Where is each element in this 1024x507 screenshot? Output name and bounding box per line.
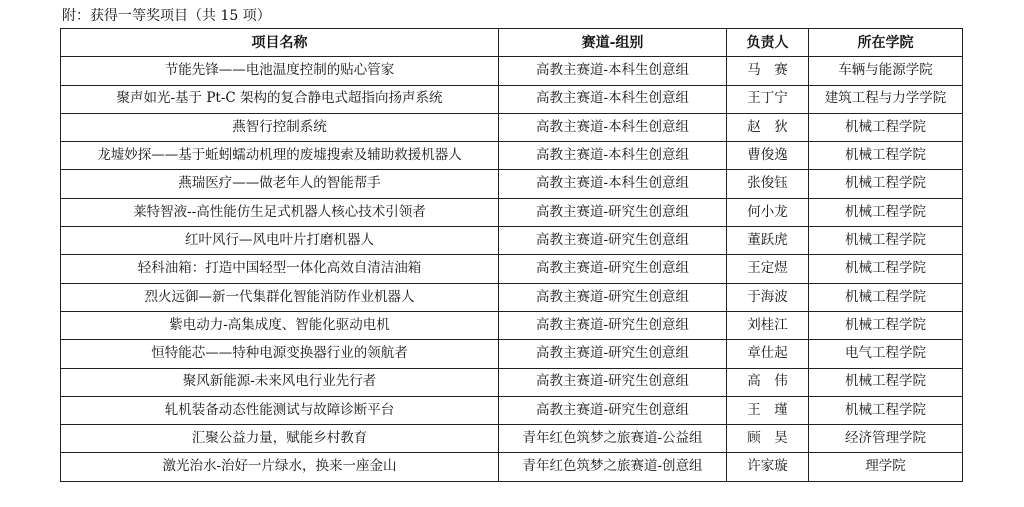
table-row bbox=[61, 142, 963, 170]
cell-college: 车辆与能源学院 bbox=[809, 57, 963, 85]
cell-leader: 马 赛 bbox=[727, 57, 809, 85]
cell-leader: 曹俊逸 bbox=[727, 142, 809, 170]
cell-college: 机械工程学院 bbox=[809, 255, 963, 283]
cell-project-name: 激光治水-治好一片绿水，换来一座金山 bbox=[61, 453, 499, 481]
cell-college: 机械工程学院 bbox=[809, 170, 963, 198]
cell-college: 经济管理学院 bbox=[809, 425, 963, 453]
cell-project-name: 聚声如光-基于 Pt-C 架构的复合静电式超指向扬声系统 bbox=[61, 85, 499, 113]
cell-track-group: 高教主赛道-本科生创意组 bbox=[499, 57, 727, 85]
header-track-group: 赛道-组别 bbox=[499, 29, 727, 57]
header-college: 所在学院 bbox=[809, 29, 963, 57]
table-row bbox=[61, 113, 963, 141]
cell-track-group: 高教主赛道-研究生创意组 bbox=[499, 283, 727, 311]
table-header-row bbox=[61, 29, 963, 57]
table-row bbox=[61, 57, 963, 85]
cell-track-group: 高教主赛道-研究生创意组 bbox=[499, 311, 727, 339]
cell-project-name: 汇聚公益力量，赋能乡村教育 bbox=[61, 425, 499, 453]
cell-leader: 于海波 bbox=[727, 283, 809, 311]
cell-college: 建筑工程与力学学院 bbox=[809, 85, 963, 113]
cell-track-group: 高教主赛道-本科生创意组 bbox=[499, 113, 727, 141]
cell-college: 机械工程学院 bbox=[809, 113, 963, 141]
cell-track-group: 高教主赛道-研究生创意组 bbox=[499, 255, 727, 283]
cell-leader: 刘桂江 bbox=[727, 311, 809, 339]
cell-track-group: 青年红色筑梦之旅赛道-公益组 bbox=[499, 425, 727, 453]
table-row bbox=[61, 425, 963, 453]
table-row bbox=[61, 396, 963, 424]
cell-college: 理学院 bbox=[809, 453, 963, 481]
cell-track-group: 高教主赛道-本科生创意组 bbox=[499, 170, 727, 198]
cell-project-name: 莱特智液--高性能仿生足式机器人核心技术引领者 bbox=[61, 198, 499, 226]
cell-leader: 王 瑾 bbox=[727, 396, 809, 424]
cell-college: 机械工程学院 bbox=[809, 227, 963, 255]
table-row bbox=[61, 170, 963, 198]
cell-college: 机械工程学院 bbox=[809, 311, 963, 339]
cell-project-name: 烈火远御—新一代集群化智能消防作业机器人 bbox=[61, 283, 499, 311]
table-row bbox=[61, 85, 963, 113]
cell-project-name: 恒特能芯——特种电源变换器行业的领航者 bbox=[61, 340, 499, 368]
cell-track-group: 高教主赛道-研究生创意组 bbox=[499, 396, 727, 424]
cell-leader: 许家璇 bbox=[727, 453, 809, 481]
cell-track-group: 高教主赛道-研究生创意组 bbox=[499, 227, 727, 255]
cell-project-name: 燕瑞医疗——做老年人的智能帮手 bbox=[61, 170, 499, 198]
cell-leader: 高 伟 bbox=[727, 368, 809, 396]
table-row bbox=[61, 311, 963, 339]
cell-college: 机械工程学院 bbox=[809, 198, 963, 226]
table-caption: 附：获得一等奖项目（共 15 项） bbox=[62, 8, 271, 24]
cell-project-name: 红叶风行—风电叶片打磨机器人 bbox=[61, 227, 499, 255]
cell-project-name: 燕智行控制系统 bbox=[61, 113, 499, 141]
header-leader: 负责人 bbox=[727, 29, 809, 57]
cell-college: 机械工程学院 bbox=[809, 142, 963, 170]
cell-leader: 王定煜 bbox=[727, 255, 809, 283]
table-row bbox=[61, 340, 963, 368]
cell-project-name: 节能先锋——电池温度控制的贴心管家 bbox=[61, 57, 499, 85]
cell-track-group: 高教主赛道-本科生创意组 bbox=[499, 85, 727, 113]
table-row bbox=[61, 453, 963, 481]
cell-track-group: 高教主赛道-研究生创意组 bbox=[499, 340, 727, 368]
cell-leader: 董跃虎 bbox=[727, 227, 809, 255]
cell-college: 机械工程学院 bbox=[809, 396, 963, 424]
cell-leader: 顾 昊 bbox=[727, 425, 809, 453]
cell-leader: 章仕起 bbox=[727, 340, 809, 368]
table-row bbox=[61, 368, 963, 396]
cell-leader: 何小龙 bbox=[727, 198, 809, 226]
cell-leader: 王丁宁 bbox=[727, 85, 809, 113]
cell-college: 机械工程学院 bbox=[809, 368, 963, 396]
cell-leader: 张俊钰 bbox=[727, 170, 809, 198]
cell-track-group: 高教主赛道-本科生创意组 bbox=[499, 142, 727, 170]
cell-track-group: 青年红色筑梦之旅赛道-创意组 bbox=[499, 453, 727, 481]
cell-track-group: 高教主赛道-研究生创意组 bbox=[499, 368, 727, 396]
cell-college: 电气工程学院 bbox=[809, 340, 963, 368]
cell-project-name: 紫电动力-高集成度、智能化驱动电机 bbox=[61, 311, 499, 339]
cell-leader: 赵 狄 bbox=[727, 113, 809, 141]
table-row bbox=[61, 227, 963, 255]
cell-college: 机械工程学院 bbox=[809, 283, 963, 311]
header-project-name: 项目名称 bbox=[61, 29, 499, 57]
cell-project-name: 龙墟妙探——基于蚯蚓蠕动机理的废墟搜索及辅助救援机器人 bbox=[61, 142, 499, 170]
cell-project-name: 轻科油箱：打造中国轻型一体化高效自清洁油箱 bbox=[61, 255, 499, 283]
table-row bbox=[61, 283, 963, 311]
awards-table bbox=[60, 28, 963, 482]
cell-project-name: 轧机装备动态性能测试与故障诊断平台 bbox=[61, 396, 499, 424]
table-row bbox=[61, 198, 963, 226]
table-row bbox=[61, 255, 963, 283]
cell-project-name: 聚风新能源-未来风电行业先行者 bbox=[61, 368, 499, 396]
cell-track-group: 高教主赛道-研究生创意组 bbox=[499, 198, 727, 226]
